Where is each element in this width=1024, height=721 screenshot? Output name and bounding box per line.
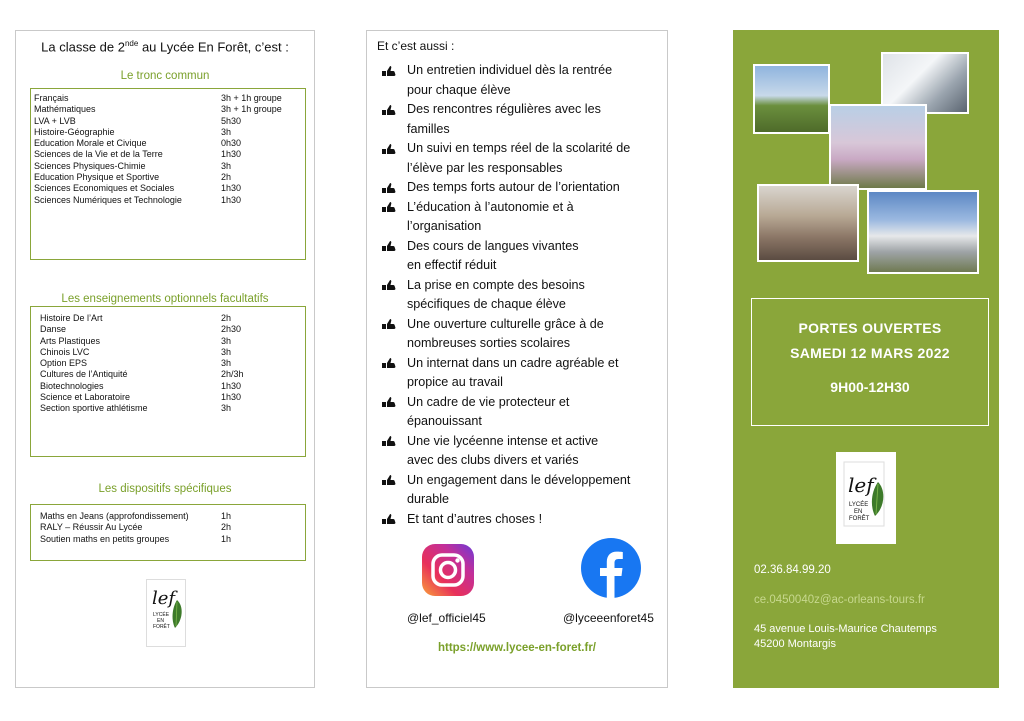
list-item: [381, 237, 661, 276]
subject-name: Mathématiques: [34, 104, 96, 115]
subject-hours: 0h30: [221, 138, 242, 149]
tronc-commun-title: Le tronc commun: [120, 70, 210, 82]
subject-hours: 2h: [221, 313, 232, 323]
subject-hours: 3h: [221, 403, 232, 414]
svg-text:lef: lef: [848, 473, 874, 497]
tronc-commun-table: [30, 88, 306, 260]
facebook-icon[interactable]: [580, 537, 642, 599]
list-item-text: Et tant d’autres choses !: [407, 511, 543, 526]
list-item-text: L’éducation à l’autonomie et à l’organisation: [407, 199, 574, 233]
thumbs-up-hand-icon: [381, 471, 407, 490]
subject-name: Option EPS: [40, 358, 88, 369]
svg-text:lef: lef: [152, 588, 176, 609]
subject-hours: 1h30: [221, 183, 242, 194]
subject-hours: 3h: [221, 160, 232, 171]
photo-classroom: [757, 184, 859, 262]
list-item: [381, 354, 661, 393]
list-item: [381, 432, 661, 471]
subject-hours: 3h: [221, 358, 232, 369]
list-item-text: La prise en compte des besoins spécifiques de chaque élève: [407, 277, 585, 311]
instagram-icon[interactable]: [421, 543, 475, 597]
subject-hours: 2h/3h: [221, 369, 244, 380]
list-item: [381, 61, 661, 100]
subject-name: Cultures de l’Antiquité: [40, 369, 128, 380]
subject-name: Education Physique et Sportive: [34, 172, 160, 183]
list-item: [381, 393, 661, 432]
school-logo: [146, 579, 186, 647]
features-list: [381, 61, 661, 529]
subject-hours: 1h30: [221, 149, 242, 160]
subject-hours: 3h: [221, 335, 232, 346]
svg-text:FORÊT: FORÊT: [153, 624, 170, 630]
list-item-text: Des temps forts autour de l’orientation: [407, 180, 620, 194]
phone-number[interactable]: 02.36.84.99.20: [754, 564, 831, 576]
subject-name: Science et Laboratoire: [40, 392, 131, 403]
dispositif-row: [40, 534, 301, 545]
svg-text:EN: EN: [854, 509, 863, 515]
subject-name: Soutien maths en petits groupes: [40, 533, 170, 544]
options-title: Les enseignements optionnels facultatifs: [61, 293, 269, 305]
subject-hours: 2h: [221, 522, 232, 533]
subject-hours: 1h30: [221, 194, 242, 205]
postal-address: 45 avenue Louis-Maurice Chautemps 45200 Montargis: [754, 623, 937, 650]
school-logo-graphic: [147, 580, 187, 648]
right-panel: [733, 30, 999, 688]
option-row: [40, 369, 301, 380]
list-item: [381, 178, 661, 198]
thumbs-up-hand-icon: [381, 100, 407, 119]
website-link[interactable]: https://www.lycee-en-foret.fr/: [437, 642, 597, 654]
subject-name: Sciences de la Vie et de la Terre: [34, 149, 163, 160]
list-item-text: Un internat dans un cadre agréable et propice au travail: [407, 355, 619, 389]
subject-name: RALY – Réussir Au Lycée: [40, 522, 143, 533]
list-item-text: Un engagement dans le développement durable: [407, 472, 631, 506]
intro-text: Et c’est aussi :: [377, 39, 455, 53]
tronc-row: [34, 127, 301, 138]
dispositif-row: [40, 522, 301, 533]
subject-name: Section sportive athlétisme: [40, 403, 148, 414]
option-row: [40, 324, 301, 335]
list-item-text: Un suivi en temps réel de la scolarité de l’élève par les responsables: [407, 141, 631, 175]
subject-name: Histoire-Géographie: [34, 126, 115, 137]
subject-name: Histoire De l’Art: [40, 313, 103, 323]
tronc-row: [34, 116, 301, 127]
list-item: [381, 198, 661, 237]
subject-hours: 3h: [221, 126, 232, 137]
thumbs-up-hand-icon: [381, 315, 407, 334]
photo-blossom-building: [829, 104, 927, 190]
list-item-text: Une ouverture culturelle grâce à de nombreuses sorties scolaires: [407, 316, 604, 350]
list-item: [381, 471, 661, 510]
tronc-row: [34, 195, 301, 206]
list-item: [381, 315, 661, 354]
school-logo-right: [836, 452, 896, 544]
subject-name: Sciences Economiques et Sociales: [34, 183, 175, 194]
subject-name: Biotechnologies: [40, 380, 104, 391]
school-logo-right-graphic: [836, 452, 896, 544]
instagram-handle[interactable]: @lef_officiel45: [407, 611, 486, 625]
tronc-row: [34, 104, 301, 115]
option-row: [40, 336, 301, 347]
middle-panel: [366, 30, 668, 688]
subject-name: Maths en Jeans (approfondissement): [40, 511, 189, 521]
options-table: [30, 306, 306, 457]
svg-text:EN: EN: [157, 618, 164, 624]
list-item-text: Des cours de langues vivantes en effectif réduit: [407, 238, 579, 272]
thumbs-up-hand-icon: [381, 432, 407, 451]
subject-hours: 1h30: [221, 380, 242, 391]
subject-hours: 3h + 1h groupe: [221, 93, 282, 103]
subject-name: Français: [34, 93, 69, 103]
subject-name: Danse: [40, 324, 67, 335]
left-panel: [15, 30, 315, 688]
tronc-row: [34, 161, 301, 172]
subject-name: Chinois LVC: [40, 346, 90, 357]
tronc-row: [34, 93, 301, 104]
list-item: [381, 139, 661, 178]
email-link[interactable]: ce.0450040z@ac-orleans-tours.fr: [754, 594, 925, 606]
open-day-box: [751, 298, 989, 426]
subject-hours: 1h: [221, 533, 232, 544]
subject-name: LVA + LVB: [34, 115, 76, 126]
list-item-text: Une vie lycéenne intense et active avec des clubs divers et variés: [407, 433, 599, 467]
subject-hours: 5h30: [221, 115, 242, 126]
list-item-text: Un entretien individuel dès la rentrée pour chaque élève: [407, 63, 613, 97]
tronc-row: [34, 138, 301, 149]
facebook-handle[interactable]: @lyceeenforet45: [563, 611, 654, 625]
thumbs-up-hand-icon: [381, 198, 407, 217]
subject-name: Education Morale et Civique: [34, 138, 147, 149]
subject-hours: 2h30: [221, 324, 242, 335]
subject-hours: 3h + 1h groupe: [221, 104, 282, 115]
thumbs-up-hand-icon: [381, 510, 407, 529]
page-title: La classe de 2nde au Lycée En Forêt, c’est :: [41, 39, 289, 55]
photo-school-building: [867, 190, 979, 274]
list-item: [381, 276, 661, 315]
thumbs-up-hand-icon: [381, 354, 407, 373]
subject-hours: 1h: [221, 511, 232, 521]
svg-text:FORÊT: FORÊT: [849, 516, 870, 522]
option-row: [40, 392, 301, 403]
event-date: SAMEDI 12 MARS 2022: [790, 345, 950, 361]
option-row: [40, 358, 301, 369]
tronc-row: [34, 149, 301, 160]
option-row: [40, 313, 301, 324]
dispositifs-table: [30, 504, 306, 561]
event-time: 9H00-12H30: [830, 379, 910, 395]
dispositif-row: [40, 511, 301, 522]
subject-name: Sciences Physiques-Chimie: [34, 160, 146, 171]
svg-text:LYCÉE: LYCÉE: [849, 502, 869, 508]
list-item-text: Un cadre de vie protecteur et épanouissant: [407, 394, 570, 428]
thumbs-up-hand-icon: [381, 139, 407, 158]
dispositifs-title: Les dispositifs spécifiques: [98, 483, 232, 495]
subject-hours: 3h: [221, 346, 232, 357]
option-row: [40, 403, 301, 414]
thumbs-up-hand-icon: [381, 61, 407, 80]
thumbs-up-hand-icon: [381, 178, 407, 197]
thumbs-up-hand-icon: [381, 237, 407, 256]
tronc-row: [34, 172, 301, 183]
option-row: [40, 381, 301, 392]
list-item: [381, 510, 661, 530]
list-item-text: Des rencontres régulières avec les familles: [407, 102, 601, 136]
thumbs-up-hand-icon: [381, 393, 407, 412]
subject-name: Sciences Numériques et Technologie: [34, 194, 182, 205]
event-title: PORTES OUVERTES: [798, 320, 942, 336]
subject-hours: 1h30: [221, 392, 242, 403]
option-row: [40, 347, 301, 358]
subject-hours: 2h: [221, 172, 232, 183]
thumbs-up-hand-icon: [381, 276, 407, 295]
photo-campus-trees: [753, 64, 830, 134]
svg-text:LYCÉE: LYCÉE: [153, 612, 170, 618]
subject-name: Arts Plastiques: [40, 335, 101, 346]
tronc-row: [34, 183, 301, 194]
list-item: [381, 100, 661, 139]
